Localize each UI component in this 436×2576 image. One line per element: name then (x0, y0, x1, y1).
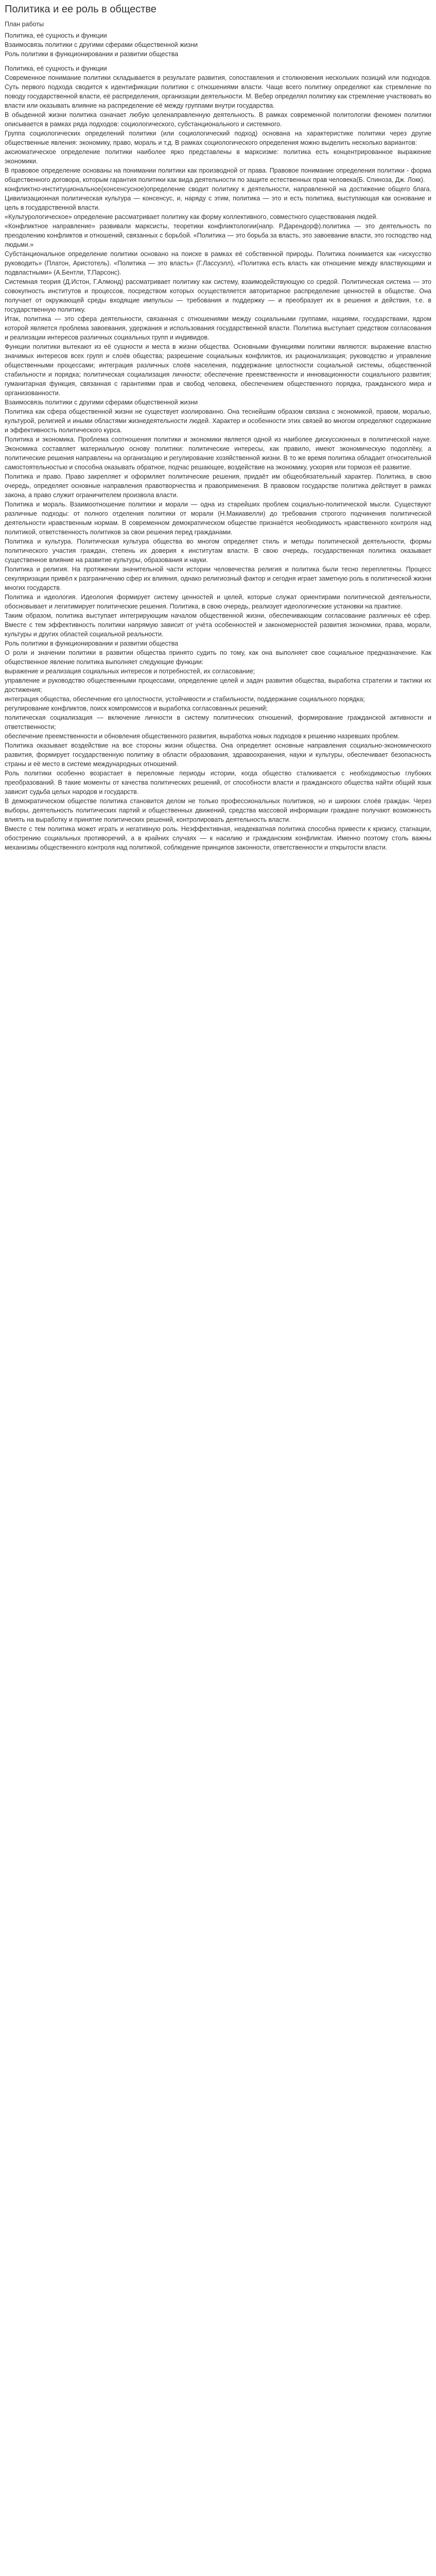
plan-item[interactable] (5, 31, 431, 40)
article-paragraph: Взаимосвязь политики с другими сферами общественной жизни (5, 399, 198, 406)
plan-link[interactable]: Политика, её сущность и функции (5, 32, 107, 39)
article-paragraph: Таким образом, политика выступает интегрирующим началом общественной жизни, обеспечивающим согласование различных её сфер. Вместе с тем эффективность политики напрямую зависит от учёта особенностей и закономерностей развития экономики, права, морали, культуры и других областей социальной реальности. (5, 612, 431, 638)
article-paragraph: интеграция общества, обеспечение его целостности, устойчивости и стабильности, поддержание социального порядка; (5, 696, 365, 703)
article-paragraph: Политика, её сущность и функции (5, 65, 107, 72)
article-paragraph: управление и руководство общественными процессами, определение целей и задач развития общества, выработка стратегии и тактики их достижения; (5, 677, 431, 693)
article-paragraph: Политика и идеология. Идеология формирует систему ценностей и целей, которые служат ориентирами политической деятельности, обосновывает и легитимирует политические решения. Политика, в свою очередь, реализует идеологические установки на практике. (5, 594, 431, 610)
plan-heading: План работы (5, 21, 44, 28)
article-body (5, 64, 431, 852)
article-paragraph: «Конфликтное направление» развивали марксисты, теоретики конфликтологии(напр. Р.Дарендорф).политика — это деятельность по преодолению конфликтов и отношений, связанных с борьбой. «Политика — это борьба за власть, это завоевание власти, это господство над людьми.» (5, 223, 431, 248)
article-paragraph: Субстанциональное определение политики основано на поиске в рамках её собственной природы. Политика понимается как «искусство руководить» (Платон, Аристотель). «Политика — это власть» (Г.Лассуэлл), «Политика есть власть как отношение между властвующими и подвластными» (А.Бентли, Т.Парсонс). (5, 250, 431, 276)
plan-link[interactable]: Взаимосвязь политики с другими сферами общественной жизни (5, 41, 198, 48)
article-paragraph: регулирование конфликтов, поиск компромиссов и выработка согласованных решений; (5, 705, 268, 712)
article-paragraph: Функции политики вытекают из её сущности и места в жизни общества. Основными функциями политики являются: выражение властно значимых интересов всех групп и слоёв общества; разрешение социальных конфликтов, их рационализация; руководство и управление общественными процессами; интеграция различных слоёв населения, поддержание целостности социальной системы, общественной стабильности и порядка; политическая социализация личности; обеспечение преемственности и инновационности социального развития; гуманитарная функция, связанная с гарантиями прав и свобод человека, обеспечением общественного порядка, гражданского мира и организованности. (5, 343, 431, 397)
article-paragraph: О роли и значении политики в развитии общества принято судить по тому, как она выполняет свое социальное предназначение. Как общественное явление политика выполняет следующие функции: (5, 649, 431, 666)
article-paragraph: Роль политики в функционировании и развитии общества (5, 640, 179, 647)
article-paragraph: выражение и реализация социальных интересов и потребностей, их согласование; (5, 668, 255, 675)
article-paragraph: Современное понимание политики складывается в результате развития, сопоставления и столкновения нескольких позиций или подходов. Суть первого подхода сводится к идентификации политики с отношениями власти. Чаще всего политику определяют как стремление по поводу государственной власти, её распределения, организации деятельности. М. Вебер определял политику как стремление участвовать во власти или оказывать влияние на распределение её между группами внутри государства. (5, 74, 432, 109)
article-paragraph: В демократическом обществе политика становится делом не только профессиональных политиков, но и широких слоёв граждан. Через выборы, деятельность политических партий и общественных движений, средства массовой информации граждане получают возможность влиять на выработку и принятие политических решений, контролировать деятельность власти. (5, 798, 431, 823)
article-title: Политика и ее роль в обществе (5, 4, 156, 15)
article-paragraph: конфликтно-институциональное(консенсусное)определение сводит политику к деятельности, направленной на достижение общего блага. Цивилизационная политическая культура — консенсус, и, наряду с этим, политика — это и есть политика, выступающая как основание и цель в государственной власти. (5, 185, 431, 211)
article-paragraph: «Культурологическое» определение рассматривает политику как форму коллективного, совместного существования людей. (5, 213, 378, 221)
plan-link[interactable]: Роль политики в функционировании и развитии общества (5, 50, 179, 58)
article-paragraph: В обыденной жизни политика означает любую целенаправленную деятельность. В рамках современной политологии феномен политики описывается в рамках ряда подходов: социологического, субстанционального и системного. (5, 111, 431, 128)
article-paragraph: Группа социологических определений политики (или социологический подход) основана на характеристике политики через другие общественные явления: экономику, право, мораль и т.д. В рамках социологического определения можно выделить несколько вариантов: (5, 130, 431, 146)
article-paragraph: В правовое определение основаны на понимании политики как производной от права. Правовое понимание определения политики - форма общественного договора, которым гарантия политики как вида деятельности по защите естественных прав человека(Б. Спиноза, Дж. Локк). (5, 167, 431, 183)
article-paragraph: Политика и право. Право закрепляет и оформляет политические решения, придаёт им общеобязательный характер. Политика, в свою очередь, определяет основные направления правотворчества и правоприменения. В правовом государстве политика действует в рамках закона, а право служит ограничителем произвола власти. (5, 473, 431, 499)
article-paragraph: Системная теория (Д.Истон, Г.Алмонд) рассматривает политику как систему, взаимодействующую со средой. Политическая система — это совокупность институтов и процессов, посредством которых осуществляется авторитарное распределение ценностей в обществе. Она получает от окружающей среды входящие импульсы — требования и поддержку — и преобразует их в решения и действия, т.е. в государственную политику. (5, 278, 431, 313)
plan-list (5, 31, 431, 59)
article-paragraph: Политика и культура. Политическая культура общества во многом определяет стиль и методы политической деятельности, формы политического участия граждан, степень их доверия к институтам власти. В свою очередь, государственная политика оказывает существенное влияние на развитие культуры, образования и науки. (5, 538, 431, 564)
article-paragraph: Политика и экономика. Проблема соотношения политики и экономики является одной из наиболее дискуссионных в политической науке. Экономика составляет материальную основу политики: политические интересы, как правило, имеют экономическую подоплёку, а политические решения направлены на организацию и регулирование хозяйственной жизни. В то же время политика обладает относительной самостоятельностью и способна оказывать обратное, подчас решающее, воздействие на экономику, ускоряя или тормозя её развитие. (5, 436, 431, 471)
article-paragraph: обеспечение преемственности и обновления общественного развития, выработка новых подходов к решению назревших проблем. (5, 733, 400, 740)
plan-item[interactable] (5, 49, 431, 59)
article-paragraph: Политика и мораль. Взаимоотношение политики и морали — одна из старейших проблем социально-политической мысли. Существуют различные подходы: от полного отделения политики от морали (Н.Макиавелли) до требования строгого подчинения политической деятельности нравственным нормам. В современном демократическом обществе признаётся необходимость нравственного контроля над политикой, ответственность политиков за свои решения перед гражданами. (5, 501, 431, 536)
article-paragraph: Вместе с тем политика может играть и негативную роль. Неэффективная, неадекватная политика способна привести к кризису, стагнации, обострению социальных противоречий, а в крайних случаях — к насилию и гражданским конфликтам. Именно поэтому столь важны механизмы общественного контроля над политикой, соблюдение принципов законности, ответственности и открытости власти. (5, 825, 431, 851)
article-paragraph: Политика и религия. На протяжении значительной части истории человечества религия и политика были тесно переплетены. Процесс секуляризации привёл к разграничению сфер их влияния, однако религиозный фактор и сегодня играет заметную роль в политической жизни многих государств. (5, 566, 431, 591)
article-paragraph: Политика оказывает воздействие на все стороны жизни общества. Она определяет основные направления социально-экономического развития, формирует государственную политику в области образования, здравоохранения, науки и культуры, обеспечивает безопасность страны и её место в системе международных отношений. (5, 742, 431, 768)
article-paragraph: политическая социализация — включение личности в систему политических отношений, формирование гражданской активности и ответственности; (5, 714, 431, 731)
plan-item[interactable] (5, 40, 431, 49)
article-paragraph: Итак, политика — это сфера деятельности, связанная с отношениями между социальными группами, нациями, государствами, ядром которой является проблема завоевания, удержания и использования государственной власти. Политика выступает средством согласования и реализации интересов различных социальных групп и индивидов. (5, 315, 431, 341)
article-paragraph: Роль политики особенно возрастает в переломные периоды истории, когда общество сталкивается с необходимостью глубоких преобразований. В такие моменты от качества политических решений, от способности власти и гражданского общества найти общий язык зависит судьба целых народов и государств. (5, 770, 431, 795)
article-paragraph: Политика как сфера общественной жизни не существует изолированно. Она теснейшим образом связана с экономикой, правом, моралью, культурой, религией и иными областями жизнедеятельности людей. Характер и особенности этих связей во многом определяют содержание и эффективность политического курса. (5, 408, 431, 434)
article-paragraph: аксиоматическое определение политики наиболее ярко представлены в марксизме: политика есть концентрированное выражение экономики. (5, 148, 431, 165)
